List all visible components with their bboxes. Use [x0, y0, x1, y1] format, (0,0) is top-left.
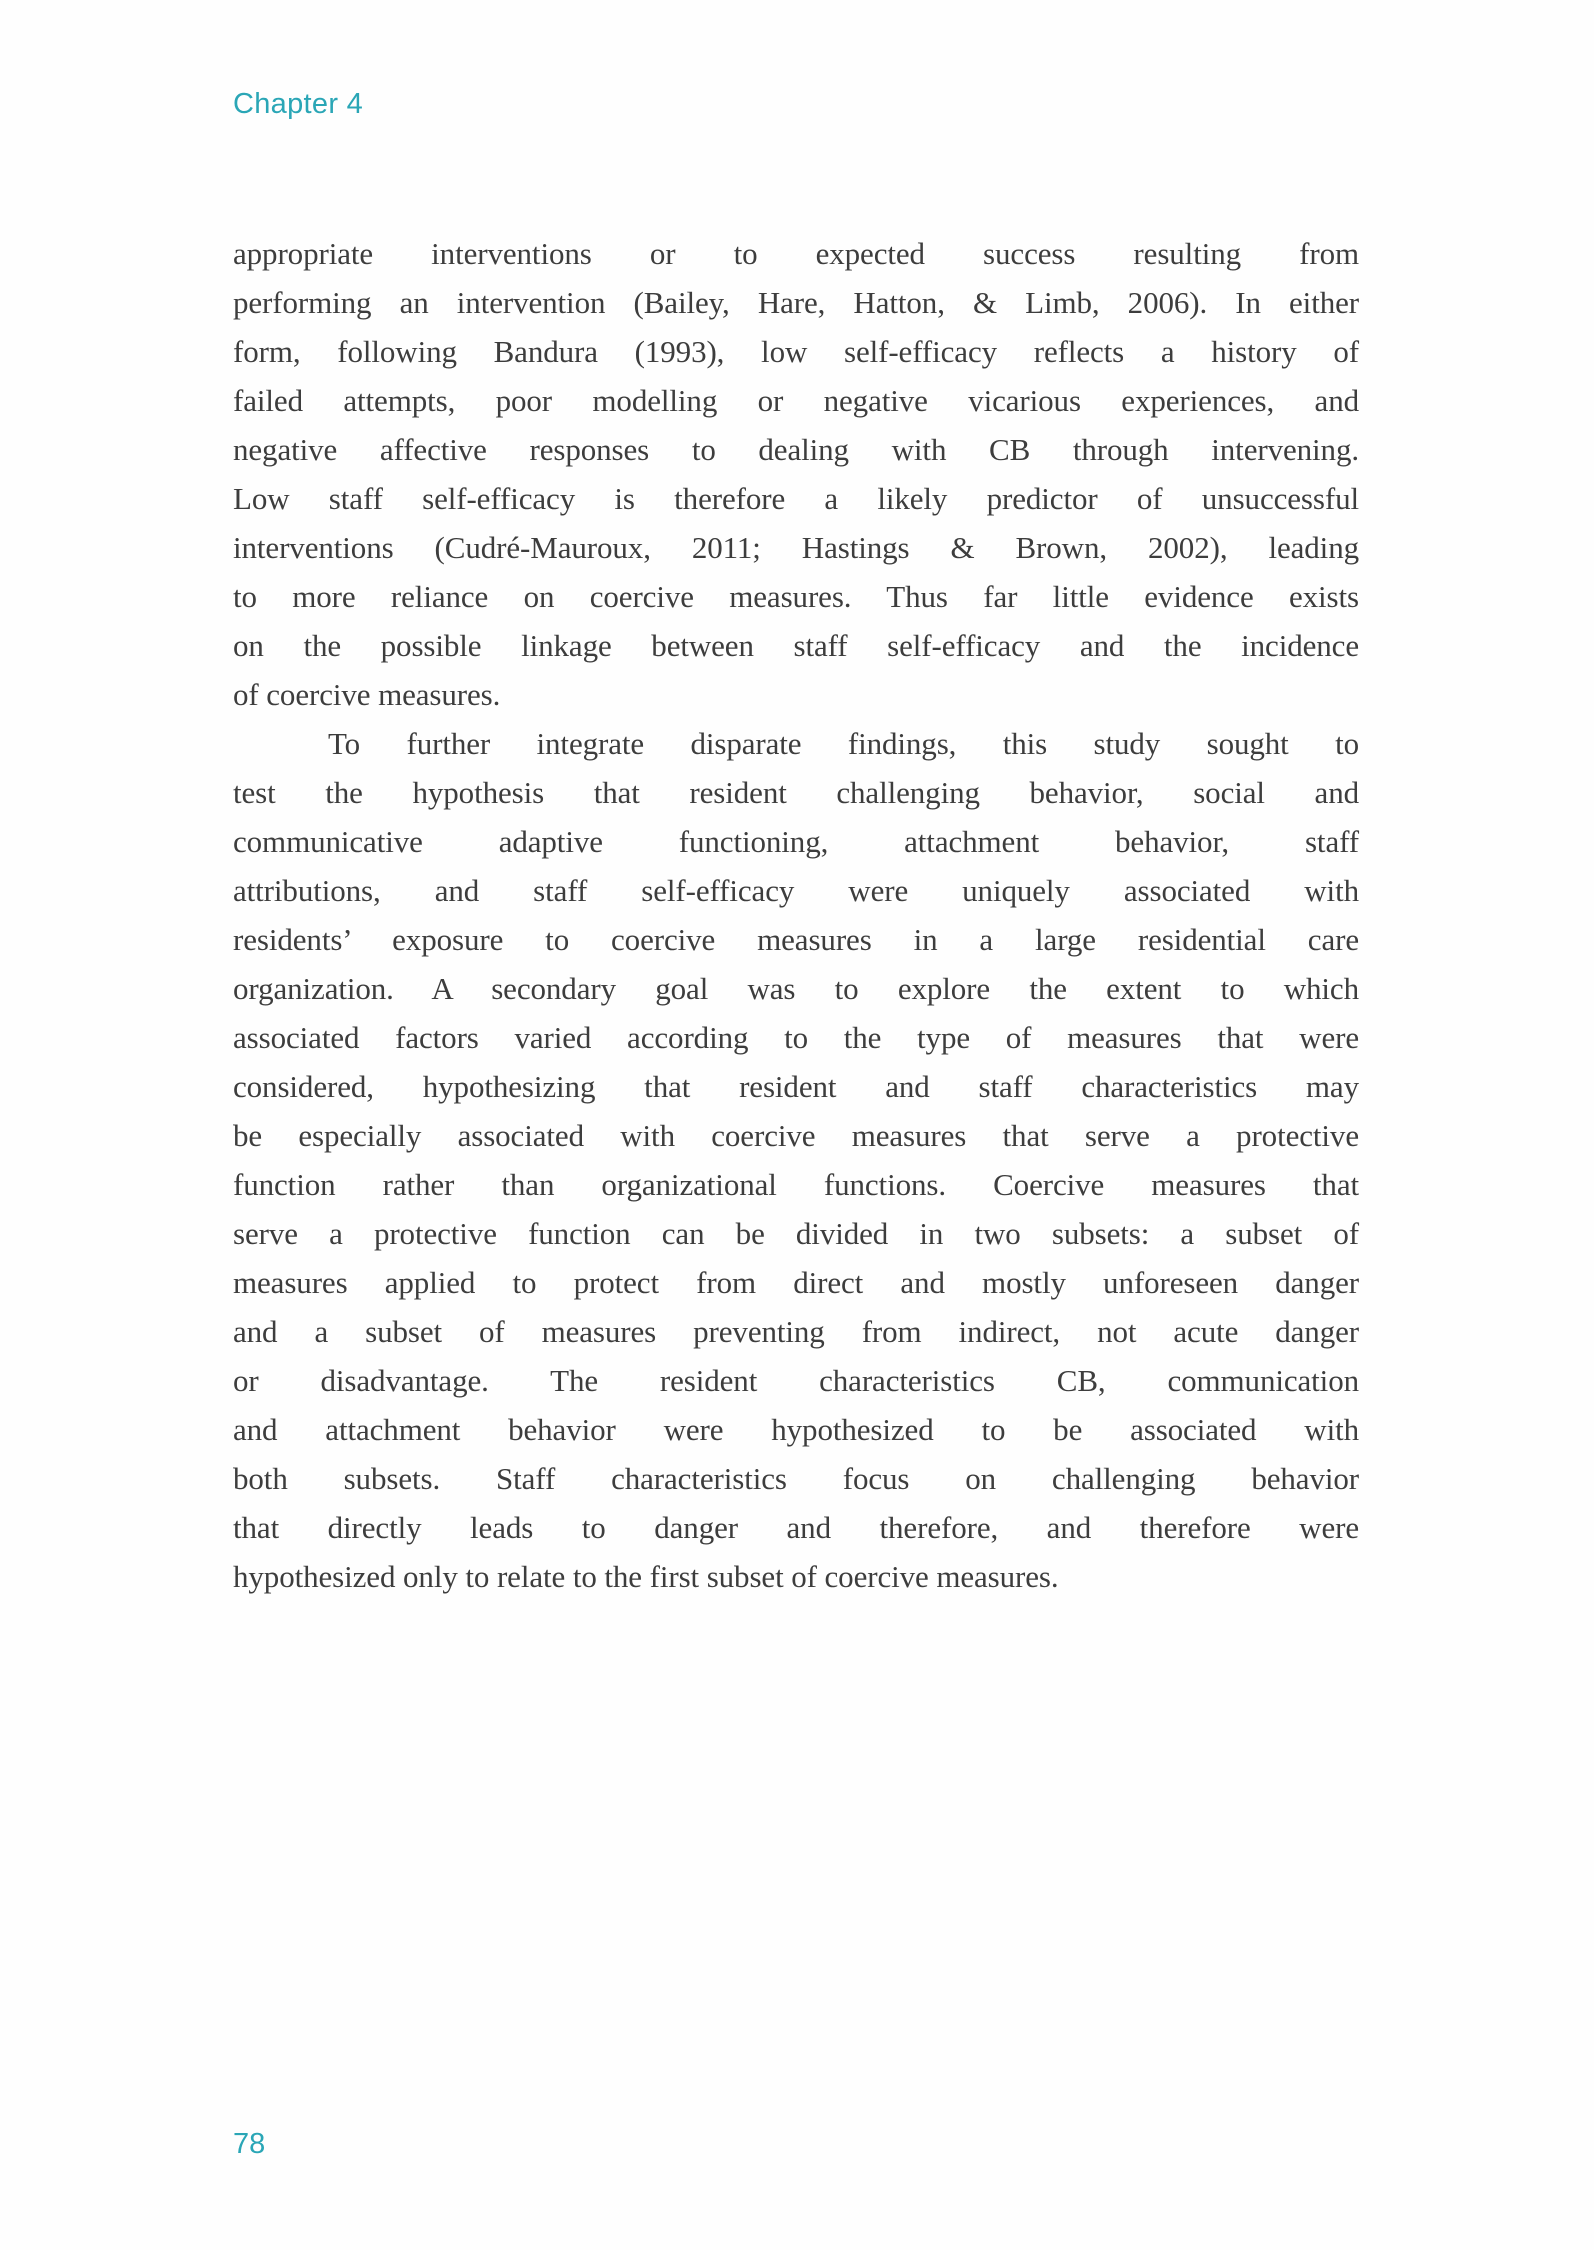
text-line: test the hypothesis that resident challenging behavior, social and	[233, 775, 1359, 810]
text-line: serve a protective function can be divided in two subsets: a subset of	[233, 1216, 1359, 1251]
text-line: hypothesized only to relate to the first subset of coercive measures.	[233, 1559, 1059, 1594]
text-line: negative affective responses to dealing with CB through intervening.	[233, 432, 1359, 467]
text-line: residents’ exposure to coercive measures in a large residential care	[233, 922, 1359, 957]
text-line: and attachment behavior were hypothesized to be associated with	[233, 1412, 1359, 1447]
chapter-header: Chapter 4	[233, 88, 364, 120]
text-line: or disadvantage. The resident characteristics CB, communication	[233, 1363, 1359, 1398]
text-line: associated factors varied according to the type of measures that were	[233, 1020, 1359, 1055]
text-line: form, following Bandura (1993), low self-efficacy reflects a history of	[233, 334, 1359, 369]
text-line: measures applied to protect from direct and mostly unforeseen danger	[233, 1265, 1359, 1300]
body-text	[233, 229, 1359, 1601]
paragraph	[233, 229, 1359, 719]
text-line: and a subset of measures preventing from indirect, not acute danger	[233, 1314, 1359, 1349]
paragraph	[233, 719, 1359, 1601]
text-line: performing an intervention (Bailey, Hare, Hatton, & Limb, 2006). In either	[233, 285, 1359, 320]
text-line: considered, hypothesizing that resident and staff characteristics may	[233, 1069, 1359, 1104]
text-line: interventions (Cudré-Mauroux, 2011; Hastings & Brown, 2002), leading	[233, 530, 1359, 565]
text-line: communicative adaptive functioning, attachment behavior, staff	[233, 824, 1359, 859]
text-line: on the possible linkage between staff self-efficacy and the incidence	[233, 628, 1359, 663]
text-line: function rather than organizational functions. Coercive measures that	[233, 1167, 1359, 1202]
text-line: attributions, and staff self-efficacy were uniquely associated with	[233, 873, 1359, 908]
page-number: 78	[233, 2128, 266, 2160]
text-line: that directly leads to danger and therefore, and therefore were	[233, 1510, 1359, 1545]
text-line: To further integrate disparate findings, this study sought to	[328, 726, 1359, 761]
text-line: organization. A secondary goal was to explore the extent to which	[233, 971, 1359, 1006]
text-line: appropriate interventions or to expected success resulting from	[233, 236, 1359, 271]
text-line: both subsets. Staff characteristics focus on challenging behavior	[233, 1461, 1359, 1496]
text-line: to more reliance on coercive measures. Thus far little evidence exists	[233, 579, 1359, 614]
text-line: be especially associated with coercive measures that serve a protective	[233, 1118, 1359, 1153]
text-line: failed attempts, poor modelling or negative vicarious experiences, and	[233, 383, 1359, 418]
text-line: Low staff self-efficacy is therefore a likely predictor of unsuccessful	[233, 481, 1359, 516]
text-line: of coercive measures.	[233, 677, 501, 712]
